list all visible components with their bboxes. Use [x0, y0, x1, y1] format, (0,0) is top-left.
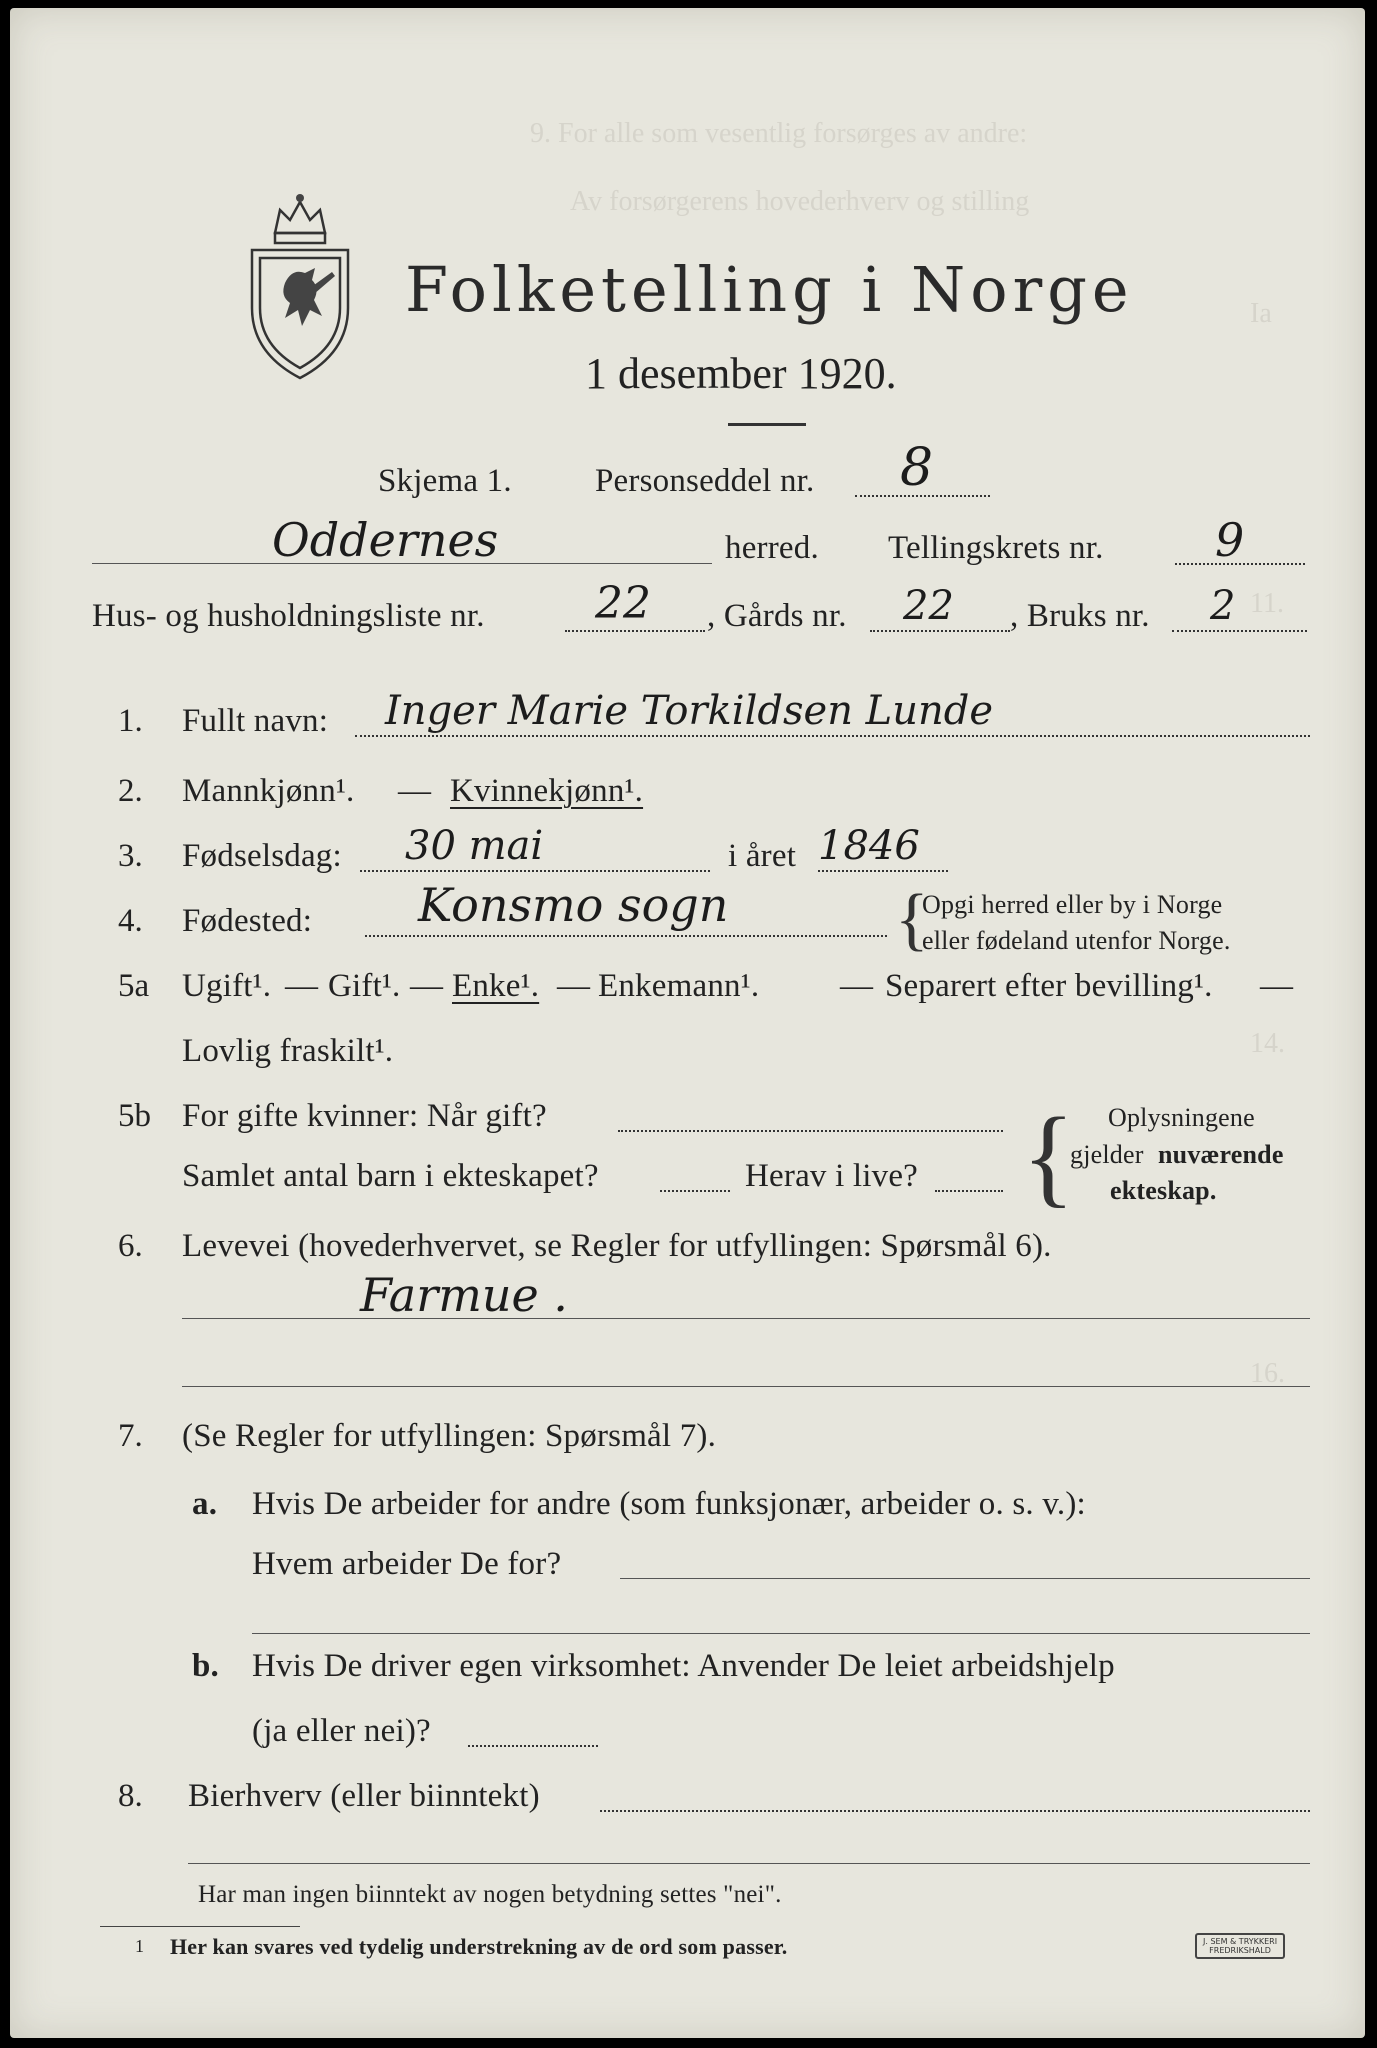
footnote-rule: [100, 1926, 300, 1927]
year-label: i året: [728, 838, 797, 874]
q7-number: 7.: [118, 1418, 143, 1454]
q8-label: Bierhverv (eller biinntekt): [188, 1778, 540, 1814]
q7-label: (Se Regler for utfyllingen: Spørsmål 7).: [182, 1418, 717, 1454]
hus-label: Hus- og husholdningsliste nr.: [92, 598, 485, 634]
hus-field-line: [565, 630, 705, 632]
birthplace-note-line1: Opgi herred eller by i Norge: [922, 890, 1223, 919]
q8-number: 8.: [118, 1778, 143, 1814]
bleed-through-text: 11.: [1250, 588, 1284, 619]
ekteskap-note-line2a: gjelder: [1070, 1140, 1144, 1169]
tellingskrets-value: 9: [1215, 513, 1245, 567]
marital-separert-option: Separert efter bevilling¹.: [885, 968, 1213, 1004]
occupation-value: Farmue .: [360, 1268, 568, 1322]
q4-label: Fødested:: [182, 903, 313, 939]
census-date: 1 desember 1920.: [585, 349, 897, 398]
q7b-question: Hvis De driver egen virksomhet: Anvender De leiet arbeidshjelp: [252, 1648, 1115, 1684]
bleed-through-text: 16.: [1250, 1358, 1285, 1389]
children-count-label: Samlet antal barn i ekteskapet?: [182, 1158, 599, 1194]
marital-separator: —: [840, 968, 874, 1004]
ekteskap-note-line1: Oplysningene: [1108, 1103, 1255, 1132]
married-when-label: For gifte kvinner: Når gift?: [182, 1098, 547, 1134]
skjema-label: Skjema 1.: [378, 463, 512, 499]
q1-label: Fullt navn:: [182, 703, 329, 739]
herred-value: Oddernes: [272, 513, 499, 567]
census-form-page: [10, 8, 1365, 2038]
q3-number: 3.: [118, 838, 143, 874]
employer-field-line-1: [620, 1578, 1310, 1579]
marital-separator: —: [410, 968, 444, 1004]
q7a-employer-label: Hvem arbeider De for?: [252, 1546, 562, 1582]
side-income-field-line-2: [188, 1863, 1310, 1864]
hired-help-field-line: [468, 1745, 598, 1747]
marital-fraskilt-option: Lovlig fraskilt¹.: [182, 1033, 394, 1069]
q7a-letter: a.: [192, 1486, 218, 1522]
footnote-text: Her kan svares ved tydelig understrekning av de ord som passer.: [170, 1934, 788, 1959]
q7a-question: Hvis De arbeider for andre (som funksjonær, arbeider o. s. v.):: [252, 1486, 1086, 1522]
q7b-letter: b.: [192, 1648, 220, 1684]
side-income-field-line-1: [600, 1810, 1310, 1812]
title-divider: [728, 423, 806, 426]
tellingskrets-label: Tellingskrets nr.: [888, 530, 1104, 566]
no-income-note: Har man ingen biinntekt av nogen betydning settes "nei".: [198, 1881, 782, 1908]
birthday-value: 30 mai: [405, 823, 544, 869]
q2-number: 2.: [118, 773, 143, 809]
q6-number: 6.: [118, 1228, 143, 1264]
bleed-through-text: 14.: [1250, 1028, 1285, 1059]
bruks-value: 2: [1210, 583, 1236, 629]
marital-enke-option-underlined: Enke¹.: [452, 968, 540, 1004]
bleed-through-text: Ia: [1250, 298, 1272, 329]
q4-number: 4.: [118, 903, 143, 939]
birthplace-value: Konsmo sogn: [418, 878, 729, 932]
sex-separator: —: [398, 773, 432, 809]
gards-field-line: [870, 630, 1010, 632]
birthplace-field-line: [365, 935, 887, 937]
bleed-through-text: 9. For alle som vesentlig forsørges av andre:: [530, 118, 1028, 149]
q5a-number: 5a: [118, 968, 150, 1004]
full-name-field-line: [355, 735, 1310, 737]
occupation-field-line-1: [182, 1318, 1310, 1319]
birthday-field-line: [360, 870, 710, 872]
marital-separator: —: [557, 968, 591, 1004]
bruks-field-line: [1172, 630, 1307, 632]
ekteskap-note-brace: {: [1022, 1095, 1075, 1217]
children-alive-field-line: [935, 1190, 1003, 1192]
female-option-underlined: Kvinnekjønn¹.: [450, 773, 644, 809]
gards-value: 22: [903, 583, 954, 629]
personseddel-value: 8: [900, 438, 934, 498]
herred-label: herred.: [725, 530, 819, 566]
marital-gift-option: Gift¹.: [328, 968, 401, 1004]
full-name-value: Inger Marie Torkildsen Lunde: [385, 688, 994, 734]
birthplace-note-brace: {: [895, 881, 929, 958]
footnote-mark: 1: [135, 1936, 145, 1956]
bleed-through-text: Av forsørgerens hovederhverv og stilling: [570, 186, 1030, 217]
q3-label: Fødselsdag:: [182, 838, 342, 874]
children-count-field-line: [660, 1190, 730, 1192]
birth-year-value: 1846: [818, 823, 920, 869]
marital-ugift-option: Ugift¹.: [182, 968, 272, 1004]
ekteskap-note-line2b: nuværende: [1158, 1140, 1284, 1169]
hus-value: 22: [595, 578, 651, 629]
occupation-field-line-2: [182, 1386, 1310, 1387]
birthplace-note-line2: eller fødeland utenfor Norge.: [922, 926, 1231, 955]
bruks-label: , Bruks nr.: [1010, 598, 1150, 634]
male-option: Mannkjønn¹.: [182, 773, 355, 809]
gards-label: , Gårds nr.: [707, 598, 847, 634]
printer-stamp: J. SEM & TRYKKERI FREDRIKSHALD: [1195, 1933, 1285, 1959]
personseddel-label: Personseddel nr.: [595, 463, 815, 499]
norway-coat-of-arms-icon: [240, 188, 360, 388]
marital-enkemann-option: Enkemann¹.: [598, 968, 760, 1004]
marital-separator: —: [285, 968, 319, 1004]
children-alive-label: Herav i live?: [745, 1158, 919, 1194]
form-title: Folketelling i Norge: [405, 253, 1134, 326]
q6-label: Levevei (hovederhvervet, se Regler for utfyllingen: Spørsmål 6).: [182, 1228, 1052, 1264]
q5b-number: 5b: [118, 1098, 151, 1134]
q1-number: 1.: [118, 703, 143, 739]
year-field-line: [818, 870, 948, 872]
married-when-field-line: [618, 1130, 1003, 1132]
q7b-hired-help-label: (ja eller nei)?: [252, 1713, 431, 1749]
employer-field-line-2: [252, 1633, 1310, 1634]
ekteskap-note-line3: ekteskap.: [1110, 1176, 1217, 1205]
marital-separator: —: [1260, 968, 1294, 1004]
